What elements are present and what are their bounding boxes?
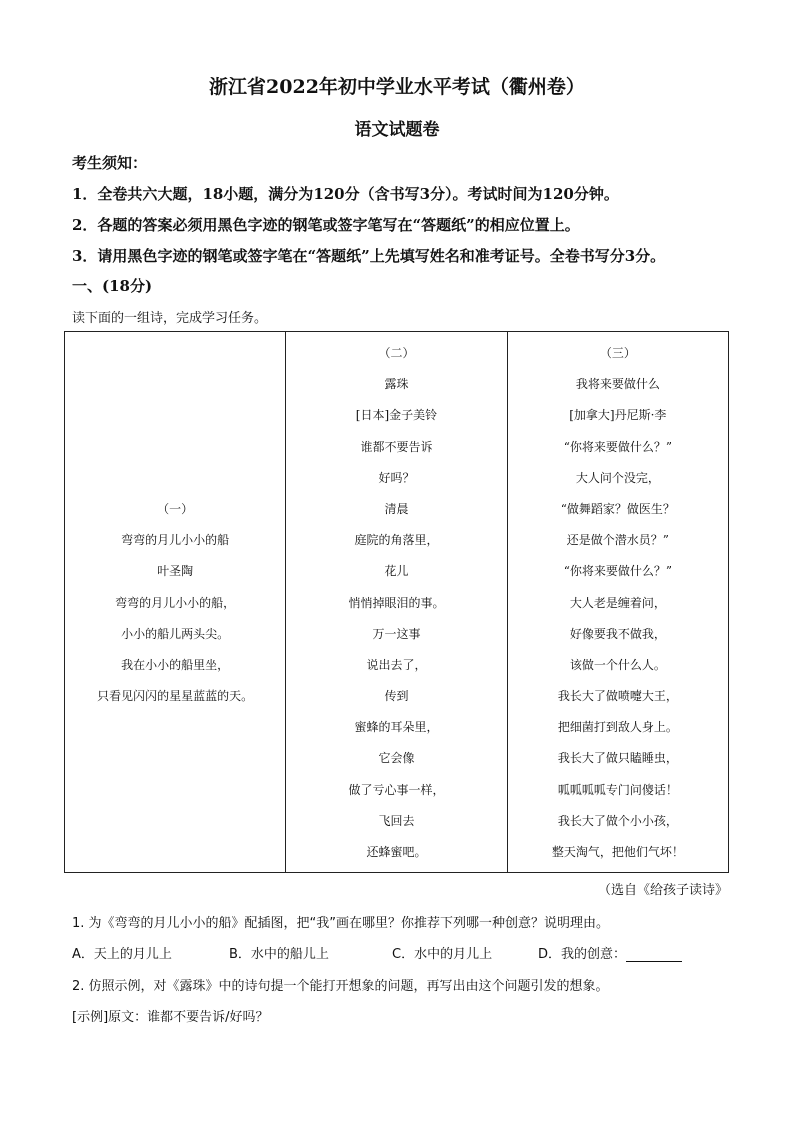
poem-3-line: 我长大了做喷嚏大王， — [557, 689, 678, 704]
option-a: A．天上的月儿上 — [72, 947, 172, 962]
question-2: 2. 仿照示例，对《露珠》中的诗句提一个能打开想象的问题，再写出由这个问题引发的想象。 — [72, 979, 609, 994]
poem-cell-3 — [507, 332, 728, 873]
poem-2-line: 说出去了， — [366, 657, 427, 672]
question-2-example: [示例]原文：谁都不要告诉/好吗？ — [72, 1010, 269, 1025]
poem-2-line: 花儿 — [384, 564, 409, 579]
poem-1-line: 只看见闪闪的星星蓝蓝的天。 — [97, 689, 254, 704]
poem-3 — [508, 332, 728, 868]
poem-3-title: 我将来要做什么 — [575, 377, 660, 392]
poem-2-line: 万一这事 — [372, 626, 421, 641]
poem-2 — [286, 332, 506, 868]
option-c: C．水中的月儿上 — [392, 947, 493, 962]
poem-3-line: 我长大了做只瞌睡虫， — [557, 751, 678, 766]
question-1: 1. 为《弯弯的月儿小小的船》配插图，把“我”画在哪里？你推荐下列哪一种创意？说明理由。 — [72, 916, 610, 931]
poem-2-author: [日本]金子美铃 — [355, 408, 438, 423]
poem-3-line: 我长大了做个小小孩， — [557, 813, 678, 828]
poem-2-line: 做了亏心事一样， — [348, 782, 445, 797]
poem-3-line: 大人老是缠着问， — [569, 595, 666, 610]
poem-2-line: 飞回去 — [378, 813, 415, 828]
option-b: B．水中的船儿上 — [229, 947, 329, 962]
question-1-options — [72, 943, 682, 962]
poem-2-title: 露珠 — [384, 377, 409, 392]
poem-2-line: 传到 — [384, 689, 409, 704]
poem-3-line: 大人问个没完， — [575, 470, 660, 485]
poem-3-line: 还是做个潜水员？” — [566, 533, 669, 548]
poem-cell-2 — [286, 332, 507, 873]
poem-2-number: （二） — [378, 346, 415, 360]
poem-3-line: “你将来要做什么？” — [563, 439, 672, 454]
poem-2-line: 庭院的角落里， — [354, 533, 439, 548]
poem-1-number: （一） — [157, 502, 194, 516]
poem-2-line: 谁都不要告诉 — [360, 439, 433, 454]
option-d: D．我的创意： — [538, 947, 627, 962]
poem-cell-1 — [65, 332, 286, 873]
exam-title: 浙江省2022年初中学业水平考试（衢州卷） — [209, 76, 585, 98]
poem-3-line: “你将来要做什么？” — [563, 564, 672, 579]
poem-1-line: 我在小小的船里坐， — [121, 657, 230, 672]
poem-1-author: 叶圣陶 — [157, 564, 194, 579]
poem-3-line: 把细菌打到敌人身上。 — [557, 720, 678, 735]
poem-2-line: 还蜂蜜吧。 — [366, 845, 427, 859]
poem-1-line: 小小的船儿两头尖。 — [121, 626, 230, 641]
poem-2-line: 好吗？ — [378, 470, 415, 485]
notice-item-1: 1．全卷共六大题，18小题，满分为120分（含书写3分）。考试时间为120分钟。 — [72, 185, 619, 203]
poem-3-number: （三） — [599, 346, 636, 360]
poem-3-line: “做舞蹈家？做医生？ — [560, 501, 675, 516]
poem-source: （选自《给孩子读诗》 — [597, 883, 728, 898]
notice-item-2: 2．各题的答案必须用黑色字迹的钢笔或签字笔写在“答题纸”的相应位置上。 — [72, 216, 580, 234]
poem-2-line: 清晨 — [384, 501, 409, 516]
poem-1 — [65, 332, 285, 712]
section-instruction: 读下面的一组诗，完成学习任务。 — [72, 311, 268, 326]
poem-2-line: 悄悄掉眼泪的事。 — [348, 595, 445, 610]
notice-heading: 考生须知： — [72, 154, 148, 172]
paper-subtitle: 语文试题卷 — [354, 120, 440, 140]
answer-blank[interactable] — [626, 947, 682, 962]
poem-3-line: 好像要我不做我， — [569, 626, 666, 641]
notice-item-3: 3．请用黑色字迹的钢笔或签字笔在“答题纸”上先填写姓名和准考证号。全卷书写分3分。 — [72, 247, 666, 265]
section-heading: 一、(18分) — [72, 277, 153, 295]
poem-3-line: 该做一个什么人。 — [569, 657, 666, 672]
poem-1-title: 弯弯的月儿小小的船 — [121, 533, 230, 548]
poem-3-line: 呱呱呱呱专门问傻话！ — [557, 782, 678, 797]
poems-table — [64, 331, 729, 873]
poem-3-author: [加拿大]丹尼斯·李 — [569, 408, 667, 423]
poem-2-line: 蜜蜂的耳朵里， — [354, 720, 439, 735]
poem-3-line: 整天淘气，把他们气坏！ — [551, 845, 684, 859]
poem-1-line: 弯弯的月儿小小的船， — [115, 595, 236, 610]
poem-2-line: 它会像 — [378, 751, 415, 766]
